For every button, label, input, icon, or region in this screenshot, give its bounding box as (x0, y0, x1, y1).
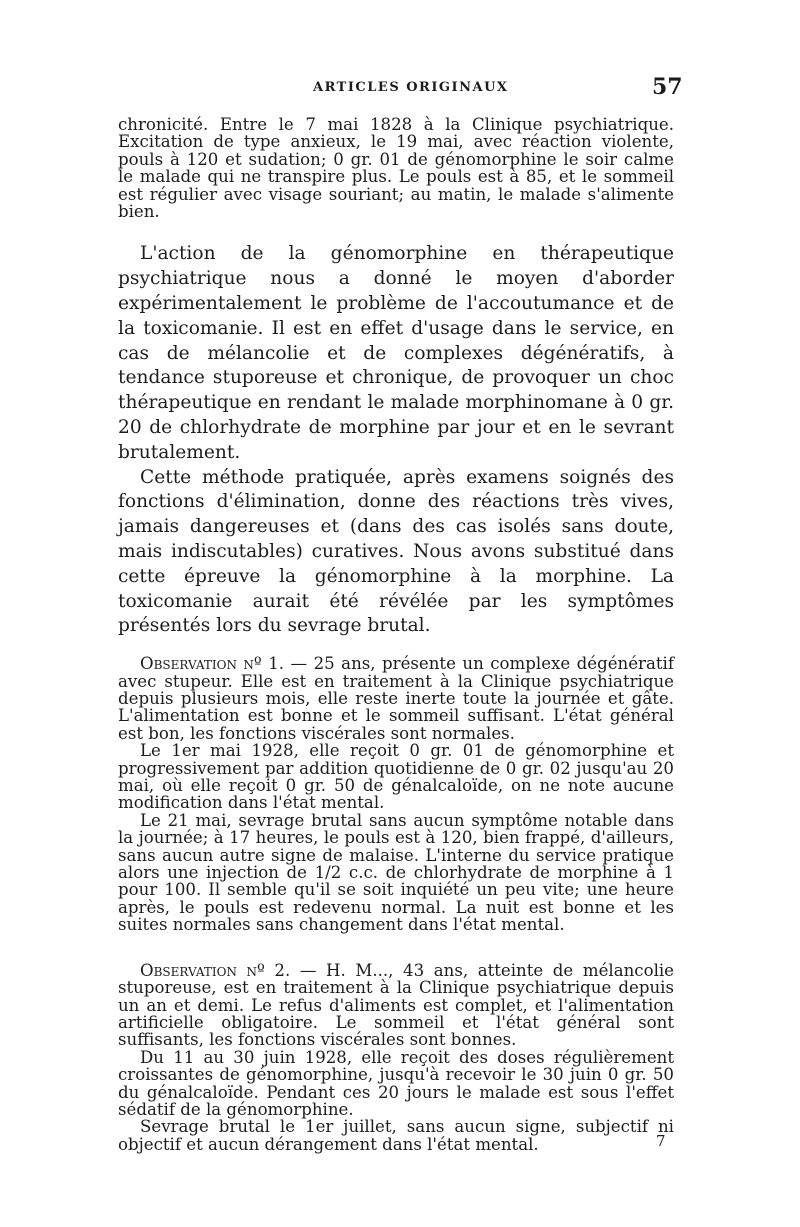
running-title: ARTICLES ORIGINAUX (313, 80, 509, 95)
observation-2-text: — H. M..., 43 ans, atteinte de mélancolie stuporeuse, est en traitement à la Clinique psychiatrique depuis un an et demi. Le refus d'aliments est complet, et l'alimentation artificielle obligatoire. Le sommeil et l'état général sont suffisants, les fonctions viscérales sont bonnes. (118, 960, 674, 1050)
observation-1-paragraph-3: Le 21 mai, sevrage brutal sans aucun symptôme notable dans la journée; à 17 heures, le pouls est à 120, bien frappé, d'ailleurs, sans aucun autre signe de malaise. L'interne du service pratique alors une injection de 1/2 c.c. de chlorhydrate de morphine à 1 pour 100. Il semble qu'il se soit inquiété un peu vite; une heure après, le pouls est redevenu normal. La nuit est bonne et les suites normales sans changement dans l'état mental. (118, 810, 674, 935)
observation-2-paragraph-2: Du 11 au 30 juin 1928, elle reçoit des doses régulièrement croissantes de génomorphine, jusqu'à recevoir le 30 juin 0 gr. 50 du génalcaloïde. Pendant ces 20 jours le malade est sous l'effet sédatif de la génomorphine. (118, 1047, 674, 1119)
signature-mark: 7 (656, 1132, 666, 1150)
observation-2-label: Observation nº 2. (140, 960, 291, 980)
observation-1-text: — 25 ans, présente un complexe dégénératif avec stupeur. Elle est en traitement à la Clinique psychiatrique depuis plusieurs mois, elle reste inerte toute la journée et gâte. L'alimentation est bonne et le sommeil suffisant. L'état général est bon, les fonctions viscérales sont normales. (118, 654, 674, 743)
observation-1 (118, 655, 674, 742)
observation-1-label: Observation nº 1. (140, 654, 285, 674)
paragraph-continuation: chronicité. Entre le 7 mai 1828 à la Clinique psychiatrique. Excitation de type anxieux, le 19 mai, avec réaction violente, pouls à 120 et sudation; 0 gr. 01 de génomorphine le soir calme le malade qui ne transpire plus. Le pouls est à 85, et le sommeil est régulier avec visage souriant; au matin, le malade s'alimente bien. (118, 115, 674, 222)
observation-1-paragraph-2: Le 1er mai 1928, elle reçoit 0 gr. 01 de génomorphine et progressivement par addition quotidienne de 0 gr. 02 jusqu'au 20 mai, où elle reçoit 0 gr. 50 de génalcaloïde, on ne note aucune modification dans l'état mental. (118, 741, 674, 813)
observation-2-paragraph-3: Sevrage brutal le 1er juillet, sans aucun signe, subjectif ni objectif et aucun dérangement dans l'état mental. (118, 1117, 674, 1154)
article-body (118, 116, 674, 1153)
page-number: 57 (652, 74, 683, 100)
observation-2 (118, 962, 674, 1049)
paragraph-method: Cette méthode pratiquée, après examens soignés des fonctions d'élimination, donne des réactions très vives, jamais dangereuses et (dans des cas isolés sans doute, mais indiscutables) curatives. Nous avons substitué dans cette épreuve la génomorphine à la morphine. La toxicomanie aurait été révélée par les symptômes présentés lors du sevrage brutal. (118, 466, 674, 637)
paragraph-genomorphine-action: L'action de la génomorphine en thérapeutique psychiatrique nous a donné le moyen d'aborder expérimentalement le problème de l'accoutumance et de la toxicomanie. Il est en effet d'usage dans le service, en cas de mélancolie et de complexes dégénératifs, à tendance stuporeuse et chronique, de provoquer un choc thérapeutique en rendant le malade morphinomane à 0 gr. 20 de chlorhydrate de morphine par jour et en le sevrant brutalement. (118, 243, 674, 463)
page-header (0, 74, 800, 102)
